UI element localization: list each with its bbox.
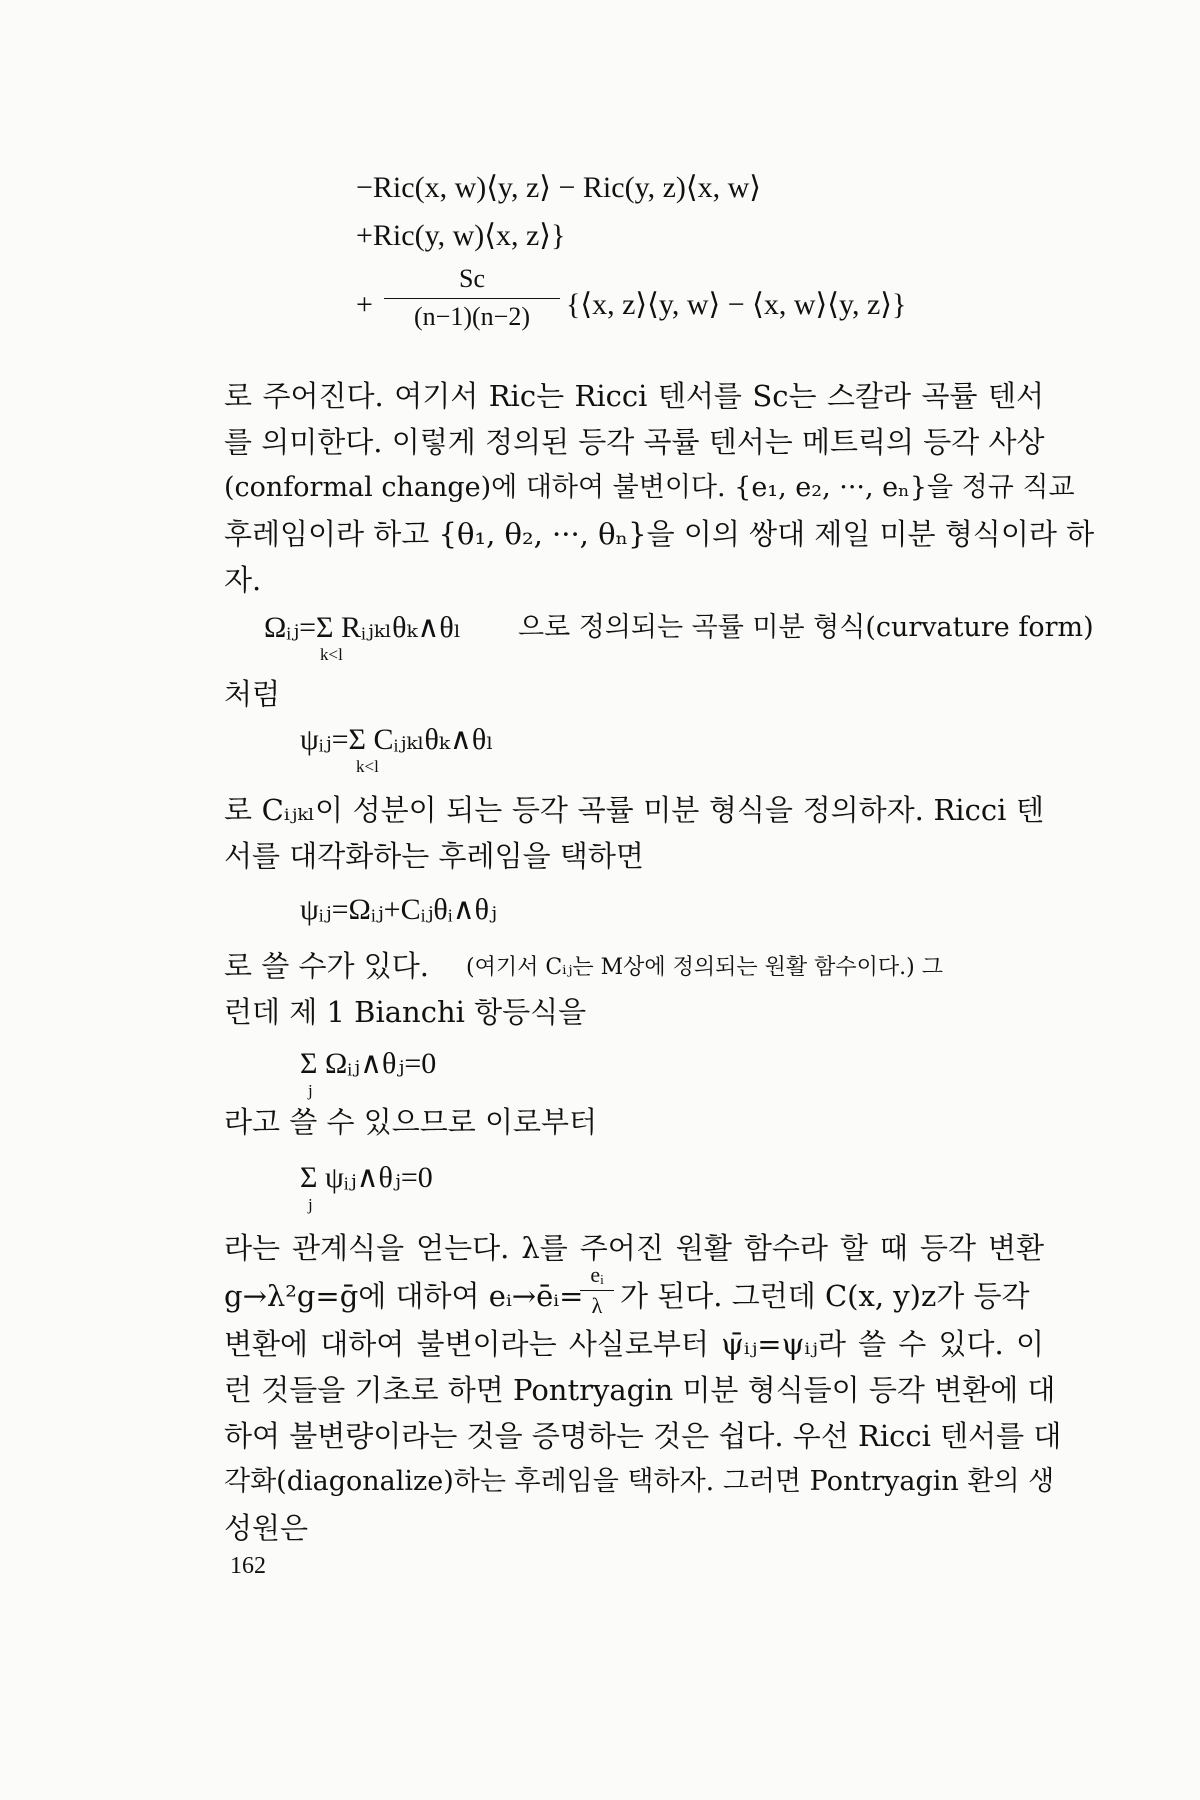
formula-ric-line-2: +Ric(y, w)⟨x, z⟩} <box>356 219 566 252</box>
paragraph-5-line-4: 런 것들을 기초로 하면 Pontryagin 미분 형식들이 등각 변환에 대 <box>224 1373 1056 1407</box>
paragraph-3-line-2: 런데 제 1 Bianchi 항등식을 <box>224 995 587 1029</box>
formula-plus-sign: + <box>356 288 373 321</box>
text-cheoreom: 처럼 <box>224 677 281 711</box>
fraction-e-numerator: eᵢ <box>590 1262 604 1287</box>
formula-omega-definition: Ωᵢⱼ=Σ Rᵢⱼₖₗθₖ∧θₗ <box>264 611 461 644</box>
formula-psi-equation: ψᵢⱼ=Ωᵢⱼ+Cᵢⱼθᵢ∧θⱼ <box>300 893 497 926</box>
paragraph-4: 라고 쓸 수 있으므로 이로부터 <box>224 1105 598 1139</box>
paragraph-1-line-2: 를 의미한다. 이렇게 정의된 등각 곡률 텐서는 메트릭의 등각 사상 <box>224 425 1045 459</box>
formula-fraction-bar <box>384 298 560 299</box>
fraction-e-bar <box>580 1290 614 1291</box>
paragraph-5-line-2-start: g→λ²g=ḡ에 대하여 eᵢ→ēᵢ= <box>224 1279 584 1313</box>
formula-ric-line-1: −Ric(x, w)⟨y, z⟩ − Ric(y, z)⟨x, w⟩ <box>356 171 761 204</box>
formula-bianchi-omega: Σ Ωᵢⱼ∧θⱼ=0 <box>300 1047 437 1080</box>
paragraph-5-line-7: 성원은 <box>224 1511 309 1545</box>
paragraph-5-line-2-end: 가 된다. 그런데 C(x, y)z가 등각 <box>620 1279 1030 1313</box>
formula-psi-definition: ψᵢⱼ=Σ Cᵢⱼₖₗθₖ∧θₗ <box>300 723 494 756</box>
paragraph-5-line-3: 변환에 대하여 불변이라는 사실로부터 ψ̄ᵢⱼ=ψᵢⱼ라 쓸 수 있다. 이 <box>224 1327 1044 1361</box>
paragraph-5-line-5: 하여 불변량이라는 것을 증명하는 것은 쉽다. 우선 Ricci 텐서를 대 <box>224 1419 1062 1453</box>
paragraph-2-line-1: 로 Cᵢⱼₖₗ이 성분이 되는 등각 곡률 미분 형식을 정의하자. Ricci 텐 <box>224 793 1044 827</box>
formula-psi-sum-index: k<l <box>356 757 379 776</box>
fraction-e-denominator: λ <box>591 1293 603 1318</box>
paragraph-5-line-1: 라는 관계식을 얻는다. λ를 주어진 원활 함수라 할 때 등각 변환 <box>224 1231 1044 1265</box>
formula-bianchi-psi-index: j <box>308 1195 313 1214</box>
paragraph-3-line-1-start: 로 쓸 수가 있다. <box>224 949 429 983</box>
paragraph-5-line-6: 각화(diagonalize)하는 후레임을 택하자. 그러면 Pontryagin 환의 생 <box>224 1466 1055 1497</box>
formula-bianchi-psi: Σ ψᵢⱼ∧θⱼ=0 <box>300 1161 433 1194</box>
formula-omega-sum-index: k<l <box>320 645 343 664</box>
formula-sc-tail: {⟨x, z⟩⟨y, w⟩ − ⟨x, w⟩⟨y, z⟩} <box>566 288 907 321</box>
formula-bianchi-omega-index: j <box>308 1081 313 1100</box>
omega-description: 으로 정의되는 곡률 미분 형식(curvature form) <box>518 612 1094 643</box>
paragraph-1-line-4: 후레임이라 하고 {θ₁, θ₂, ···, θₙ}을 이의 쌍대 제일 미분 형식이라 하 <box>224 517 1095 551</box>
paragraph-1-line-1: 로 주어진다. 여기서 Ric는 Ricci 텐서를 Sc는 스칼라 곡률 텐서 <box>224 379 1044 413</box>
paragraph-3-parenthetical: (여기서 Cᵢⱼ는 M상에 정의되는 원활 함수이다.) 그 <box>466 955 944 980</box>
paragraph-2-line-2: 서를 대각화하는 후레임을 택하면 <box>224 839 644 873</box>
paragraph-1-line-5: 자. <box>224 563 262 597</box>
formula-sc-numerator: Sc <box>459 264 485 293</box>
paragraph-1-line-3: (conformal change)에 대하여 불변이다. {e₁, e₂, ···, eₙ}을 정규 직교 <box>224 472 1075 503</box>
formula-sc-denominator: (n−1)(n−2) <box>414 302 530 331</box>
page-number: 162 <box>230 1553 266 1579</box>
